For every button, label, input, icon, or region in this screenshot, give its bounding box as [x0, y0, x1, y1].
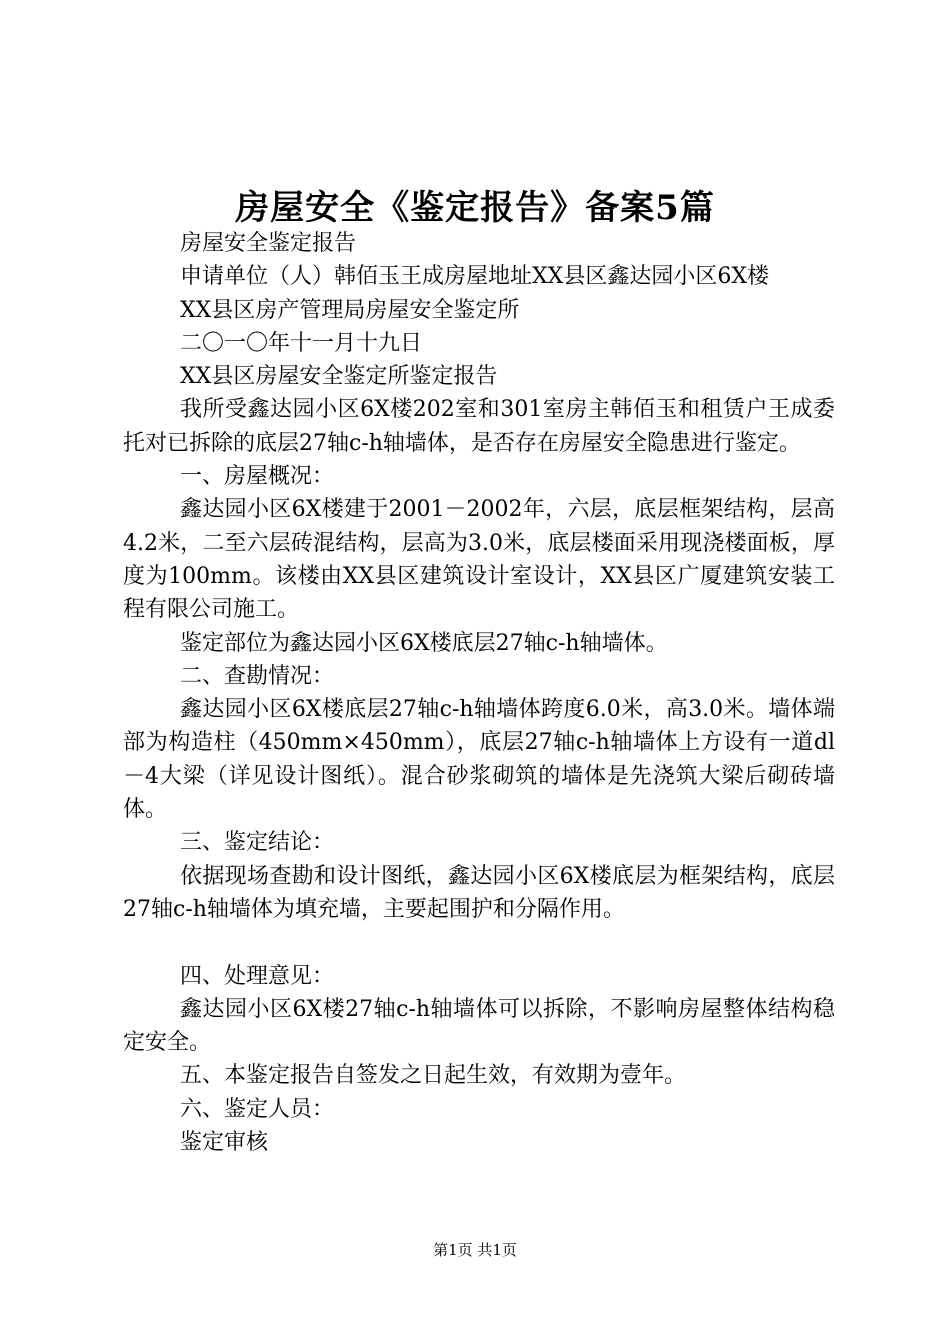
paragraph-authority: XX县区房产管理局房屋安全鉴定所: [180, 297, 520, 323]
paragraph-applicant: 申请单位（人）韩佰玉王成房屋地址XX县区鑫达园小区6X楼: [180, 264, 769, 290]
paragraph-commission: 我所受鑫达园小区6X楼202室和301室房主韩佰玉和租赁户王成委托对已拆除的底层27轴c-h轴墙体，是否存在房屋安全隐患进行鉴定。: [123, 397, 835, 456]
section-heading-personnel: 六、鉴定人员：: [180, 1096, 335, 1122]
section-heading-overview: 一、房屋概况：: [180, 464, 335, 490]
paragraph-spacer: [123, 926, 835, 959]
paragraph-scope: 鉴定部位为鑫达园小区6X楼底层27轴c-h轴墙体。: [180, 630, 668, 656]
section-heading-conclusion: 三、鉴定结论：: [180, 830, 335, 856]
section-heading-survey: 二、查勘情况：: [180, 663, 335, 689]
paragraph-opinion: 鑫达园小区6X楼27轴c-h轴墙体可以拆除，不影响房屋整体结构稳定安全。: [123, 996, 835, 1056]
paragraph-review: 鉴定审核: [180, 1130, 269, 1156]
paragraph-date: 二〇一〇年十一月十九日: [180, 330, 423, 356]
paragraph-report-subtitle: XX县区房屋安全鉴定所鉴定报告: [180, 364, 498, 390]
paragraph-report-heading: 房屋安全鉴定报告: [180, 231, 357, 256]
paragraph-validity: 五、本鉴定报告自签发之日起生效，有效期为壹年。: [180, 1063, 687, 1089]
section-heading-opinion: 四、处理意见：: [180, 963, 335, 989]
paragraph-conclusion: 依据现场查勘和设计图纸，鑫达园小区6X楼底层为框架结构，底层27轴c-h轴墙体为填充墙，主要起围护和分隔作用。: [123, 863, 835, 922]
paragraph-overview: 鑫达园小区6X楼建于2001－2002年，六层，底层框架结构，层高4.2米，二至六层砖混结构，层高为3.0米，底层楼面采用现浇楼面板，厚度为100mm。该楼由XX县区建筑设计室设计，XX县区广厦建筑安装工程有限公司施工。: [123, 497, 835, 623]
paragraph-survey: 鑫达园小区6X楼底层27轴c-h轴墙体跨度6.0米，高3.0米。墙体端部为构造柱（450mm×450mm），底层27轴c-h轴墙体上方设有一道dl－4大梁（详见设计图纸）。混合砂浆砌筑的墙体是先浇筑大梁后砌砖墙体。: [123, 697, 835, 823]
page-footer: 第1页 共1页: [433, 1241, 517, 1259]
document-title: 房屋安全《鉴定报告》备案5篇: [235, 188, 715, 228]
document-body: [123, 227, 835, 1159]
